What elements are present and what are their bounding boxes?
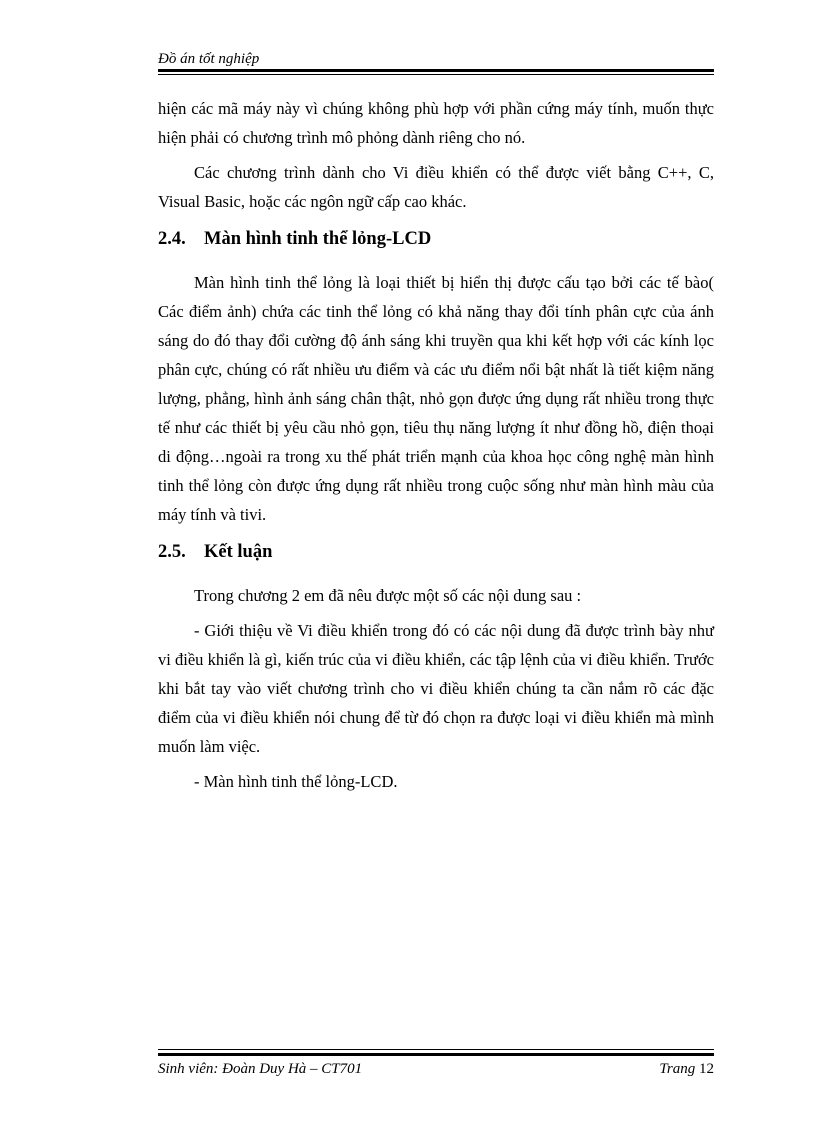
- section-number: 2.4.: [158, 229, 186, 249]
- footer-page: [659, 1060, 714, 1078]
- bullet-item-microcontroller: - Giới thiệu về Vi điều khiển trong đó có các nội dung đã được trình bày như vi điều khiển là gì, kiến trúc của vi điều khiển, các tập lệnh của vi điều khiển. Trước khi bắt tay vào viết chương trình cho vi điều khiển chúng ta cần nắm rõ các đặc điểm của vi điều khiển nói chung để từ đó chọn ra được loại vi điều khiển mà mình muốn làm việc.: [158, 621, 714, 756]
- page-content: [158, 94, 714, 802]
- bullet-item-lcd: - Màn hình tinh thể lỏng-LCD.: [194, 772, 398, 791]
- paragraph-programming-languages: Các chương trình dành cho Vi điều khiển có thể được viết bằng C++, C, Visual Basic, hoặc các ngôn ngữ cấp cao khác.: [158, 163, 714, 211]
- header-rule-thick: [158, 69, 714, 72]
- page-number: 12: [699, 1061, 714, 1077]
- section-title: Màn hình tinh thể lỏng-LCD: [204, 229, 432, 249]
- paragraph-lcd: Màn hình tinh thể lỏng là loại thiết bị hiển thị được cấu tạo bởi các tế bào( Các điểm ảnh) chứa các tinh thể lỏng có khả năng thay đổi tính phân cực của ánh sáng do đó thay đổi cường độ ánh sáng khi truyền qua khi kết hợp với các kính lọc phân cực, chúng có rất nhiều ưu điểm và các ưu điểm nổi bật nhất là tiết kiệm năng lượng, phẳng, hình ảnh sáng chân thật, nhỏ gọn được ứng dụng rất nhiều trong thực tế như các thiết bị yêu cầu nhỏ gọn, tiêu thụ năng lượng ít như đồng hồ, điện thoại di động…ngoài ra trong xu thế phát triển mạnh của khoa học công nghệ màn hình tinh thể lỏng còn được ứng dụng rất nhiều trong cuộc sống như màn hình màu của máy tính và tivi.: [158, 273, 714, 524]
- paragraph-conclusion-intro: Trong chương 2 em đã nêu được một số các nội dung sau :: [194, 586, 582, 605]
- footer-rule-thin: [158, 1049, 714, 1050]
- header-title: Đồ án tốt nghiệp: [158, 51, 260, 67]
- section-heading-2-5: [158, 539, 714, 565]
- section-number: 2.5.: [158, 542, 186, 562]
- section-heading-2-4: [158, 226, 714, 252]
- footer-rule-thick: [158, 1053, 714, 1056]
- header-rule-thin: [158, 74, 714, 75]
- paragraph-continued: hiện các mã máy này vì chúng không phù hợp với phần cứng máy tính, muốn thực hiện phải có chương trình mô phỏng dành riêng cho nó.: [158, 99, 714, 147]
- footer-student: Sinh viên: Đoàn Duy Hà – CT701: [158, 1061, 363, 1077]
- section-title: Kết luận: [204, 542, 273, 562]
- page-label: Trang: [659, 1061, 696, 1077]
- page-header: [158, 50, 714, 68]
